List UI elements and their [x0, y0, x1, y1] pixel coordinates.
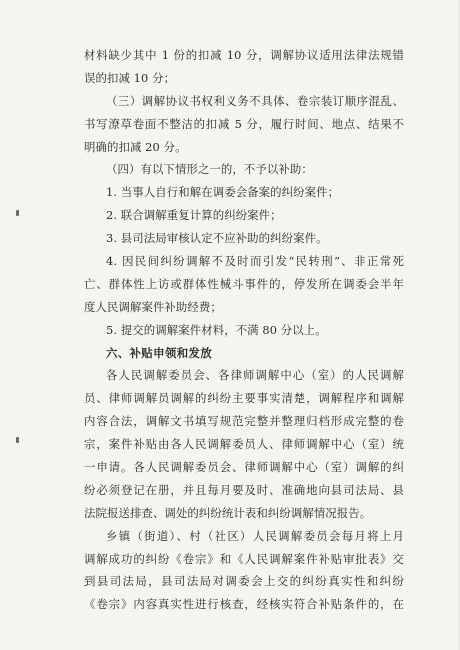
binding-hole-mark — [16, 210, 19, 216]
text-line: 法院报送排查、调处的纠纷统计表和纠纷调解情况报告。 — [84, 505, 372, 520]
text-line: 1. 当事人自行和解在调委会备案的纠纷案件； — [106, 185, 340, 200]
text-line: （三）调解协议书权利义务不具体、卷宗装订顺序混乱、 — [106, 93, 404, 108]
text-line: 一申请。各人民调解委员会、律师调解中心（室）调解的纠 — [84, 460, 404, 475]
text-line: 调解成功的纠纷《卷宗》和《人民调解案件补贴审批表》交 — [84, 551, 404, 566]
text-line: 纷必须登记在册，并且每月要及时、准确地向县司法局、县 — [84, 482, 404, 497]
text-line: 到县司法局，县司法局对调委会上交的纠纷真实性和纠纷 — [84, 574, 404, 589]
text-line: 2. 联合调解重复计算的纠纷案件； — [106, 208, 282, 223]
binding-hole-mark — [16, 437, 19, 443]
text-line: 内容合法，调解文书填写规范完整并整理归档形成完整的卷 — [84, 414, 404, 429]
document-body — [84, 44, 404, 616]
text-line: 宗，案件补贴由各人民调解委员人、律师调解中心（室）统 — [84, 437, 404, 452]
text-line: 员、律师调解员调解的纠纷主要事实清楚，调解程序和调解 — [84, 391, 404, 406]
text-line: 乡镇（街道）、村（社区）人民调解委员会每月将上月 — [106, 528, 404, 543]
text-line: 误的扣减 10 分； — [84, 70, 176, 85]
text-line: 材料缺少其中 1 份的扣减 10 分，调解协议适用法律法规错 — [84, 48, 404, 62]
text-line: 《卷宗》内容真实性进行核查，经核实符合补贴条件的，在 — [84, 597, 404, 612]
text-line: 明确的扣减 20 分。 — [84, 139, 187, 154]
text-line: 书写潦草卷面不整洁的扣减 5 分，履行时间、地点、结果不 — [84, 116, 404, 131]
text-line: 亡、群体性上访或群体性械斗事件的，停发所在调委会半年 — [84, 276, 404, 291]
text-line: 度人民调解案件补助经费； — [84, 299, 222, 314]
text-line: 3. 县司法局审核认定不应补助的纠纷案件。 — [106, 231, 328, 246]
text-line: 4. 因民间纠纷调解不及时而引发“民转刑”、非正常死 — [106, 254, 404, 269]
text-line: 各人民调解委员会、各律师调解中心（室）的人民调解 — [106, 368, 404, 383]
section-heading: 六、补贴申领和发放 — [106, 345, 213, 360]
text-line: 5. 提交的调解案件材料，不满 80 分以上。 — [106, 322, 327, 337]
text-line: （四）有以下情形之一的，不予以补助： — [106, 162, 313, 177]
